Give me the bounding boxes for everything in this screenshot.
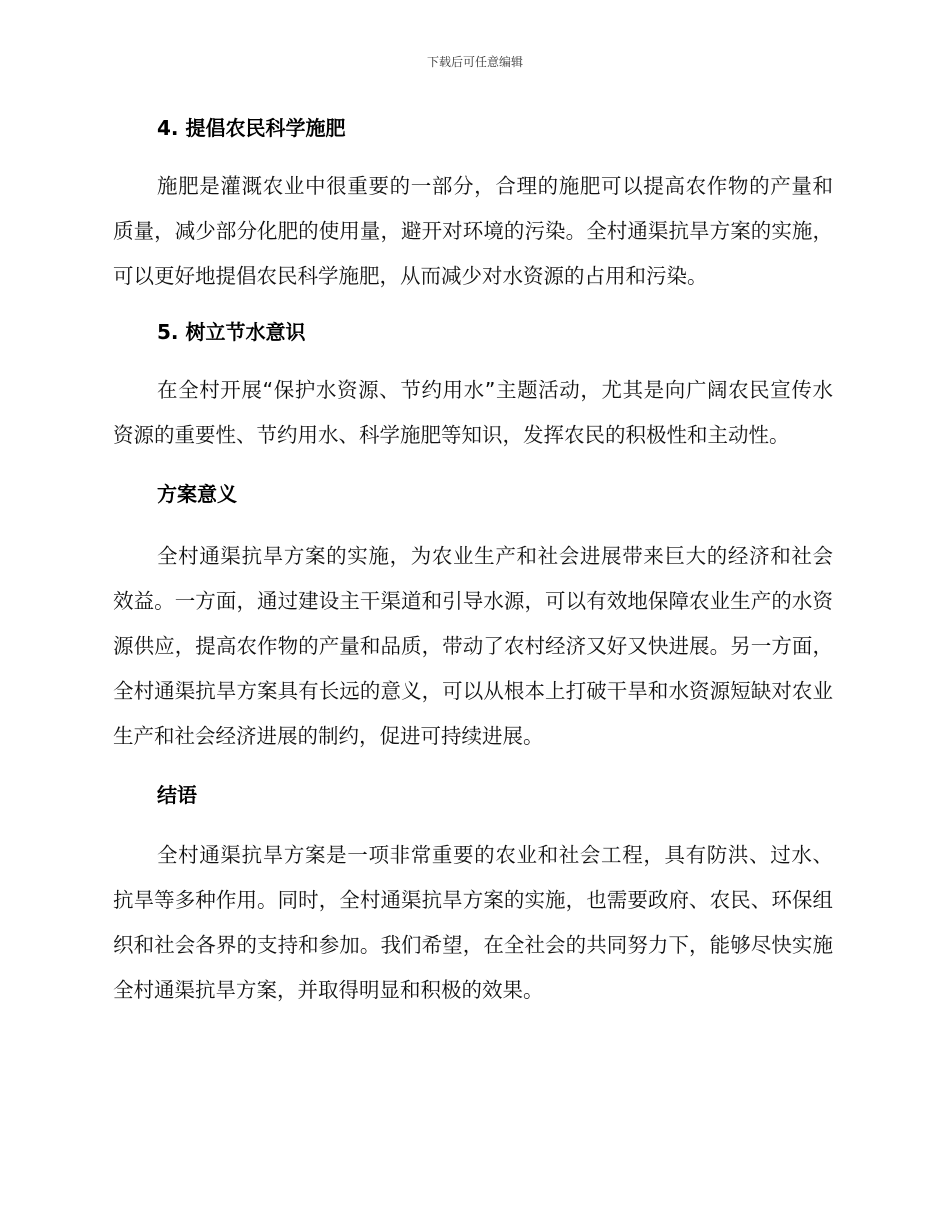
section-heading-significance: 方案意义 xyxy=(157,482,237,506)
section-heading-water-saving: 5. 树立节水意识 xyxy=(157,320,306,344)
section-paragraph-significance: 全村通渠抗旱方案的实施，为农业生产和社会进展带来巨大的经济和社会效益。一方面，通过建设主干渠道和引导水源，可以有效地保障农业生产的水资源供应，提高农作物的产量和品质，带动了农村经济又好又快进展。另一方面，全村通渠抗旱方案具有长远的意义，可以从根本上打破干旱和水资源短缺对农业生产和社会经济进展的制约，促进可持续进展。 xyxy=(113,544,833,748)
document-body xyxy=(113,112,833,1013)
section-paragraph-fertilizer: 施肥是灌溉农业中很重要的一部分，合理的施肥可以提高农作物的产量和质量，减少部分化肥的使用量，避开对环境的污染。全村通渠抗旱方案的实施，可以更好地提倡农民科学施肥，从而减少对水资源的占用和污染。 xyxy=(113,174,833,288)
section-paragraph-conclusion: 全村通渠抗旱方案是一项非常重要的农业和社会工程，具有防洪、过水、抗旱等多种作用。同时，全村通渠抗旱方案的实施，也需要政府、农民、环保组织和社会各界的支持和参加。我们希望，在全社会的共同努力下，能够尽快实施全村通渠抗旱方案，并取得明显和积极的效果。 xyxy=(113,843,833,1002)
section-paragraph-water-saving: 在全村开展“保护水资源、节约用水”主题活动，尤其是向广阔农民宣传水资源的重要性、节约用水、科学施肥等知识，发挥农民的积极性和主动性。 xyxy=(113,378,833,447)
section-heading-fertilizer: 4. 提倡农民科学施肥 xyxy=(157,116,346,140)
header-note: 下载后可任意编辑 xyxy=(426,55,523,69)
section-heading-conclusion: 结语 xyxy=(157,783,197,807)
